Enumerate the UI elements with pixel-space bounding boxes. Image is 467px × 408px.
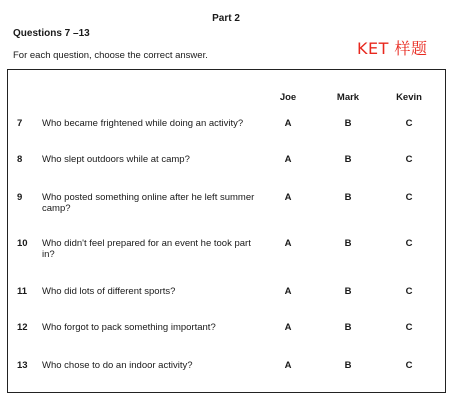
option-b[interactable]: B	[344, 360, 352, 371]
option-b[interactable]: B	[344, 322, 352, 333]
question-number: 10	[17, 238, 28, 249]
questions-range: Questions 7 –13	[13, 28, 90, 39]
column-header-joe: Joe	[279, 92, 297, 103]
question-text: Who posted something online after he left summer camp?	[42, 192, 255, 214]
question-text: Who did lots of different sports?	[42, 286, 176, 297]
option-c[interactable]: C	[405, 118, 413, 129]
option-c[interactable]: C	[405, 192, 413, 203]
option-a[interactable]: A	[284, 360, 292, 371]
column-header-mark: Mark	[336, 92, 360, 103]
option-b[interactable]: B	[344, 286, 352, 297]
question-text: Who slept outdoors while at camp?	[42, 154, 190, 165]
option-c[interactable]: C	[405, 238, 413, 249]
option-a[interactable]: A	[284, 322, 292, 333]
option-b[interactable]: B	[344, 192, 352, 203]
part-title: Part 2	[212, 13, 240, 24]
option-b[interactable]: B	[344, 118, 352, 129]
question-number: 9	[17, 192, 23, 203]
option-a[interactable]: A	[284, 286, 292, 297]
option-a[interactable]: A	[284, 154, 292, 165]
question-text: Who chose to do an indoor activity?	[42, 360, 193, 371]
option-c[interactable]: C	[405, 360, 413, 371]
column-header-kevin: Kevin	[396, 92, 422, 103]
question-number: 11	[17, 286, 28, 297]
option-b[interactable]: B	[344, 238, 352, 249]
option-c[interactable]: C	[405, 154, 413, 165]
option-a[interactable]: A	[284, 192, 292, 203]
instructions: For each question, choose the correct answer.	[13, 50, 208, 61]
option-a[interactable]: A	[284, 238, 292, 249]
option-c[interactable]: C	[405, 322, 413, 333]
question-text: Who forgot to pack something important?	[42, 322, 216, 333]
question-number: 13	[17, 360, 28, 371]
question-text: Who became frightened while doing an activity?	[42, 118, 244, 129]
option-c[interactable]: C	[405, 286, 413, 297]
question-number: 12	[17, 322, 28, 333]
question-number: 7	[17, 118, 23, 129]
option-b[interactable]: B	[344, 154, 352, 165]
question-number: 8	[17, 154, 23, 165]
question-text: Who didn't feel prepared for an event he took part in?	[42, 238, 251, 260]
ket-sample-tag: KET 样题	[357, 39, 428, 58]
option-a[interactable]: A	[284, 118, 292, 129]
